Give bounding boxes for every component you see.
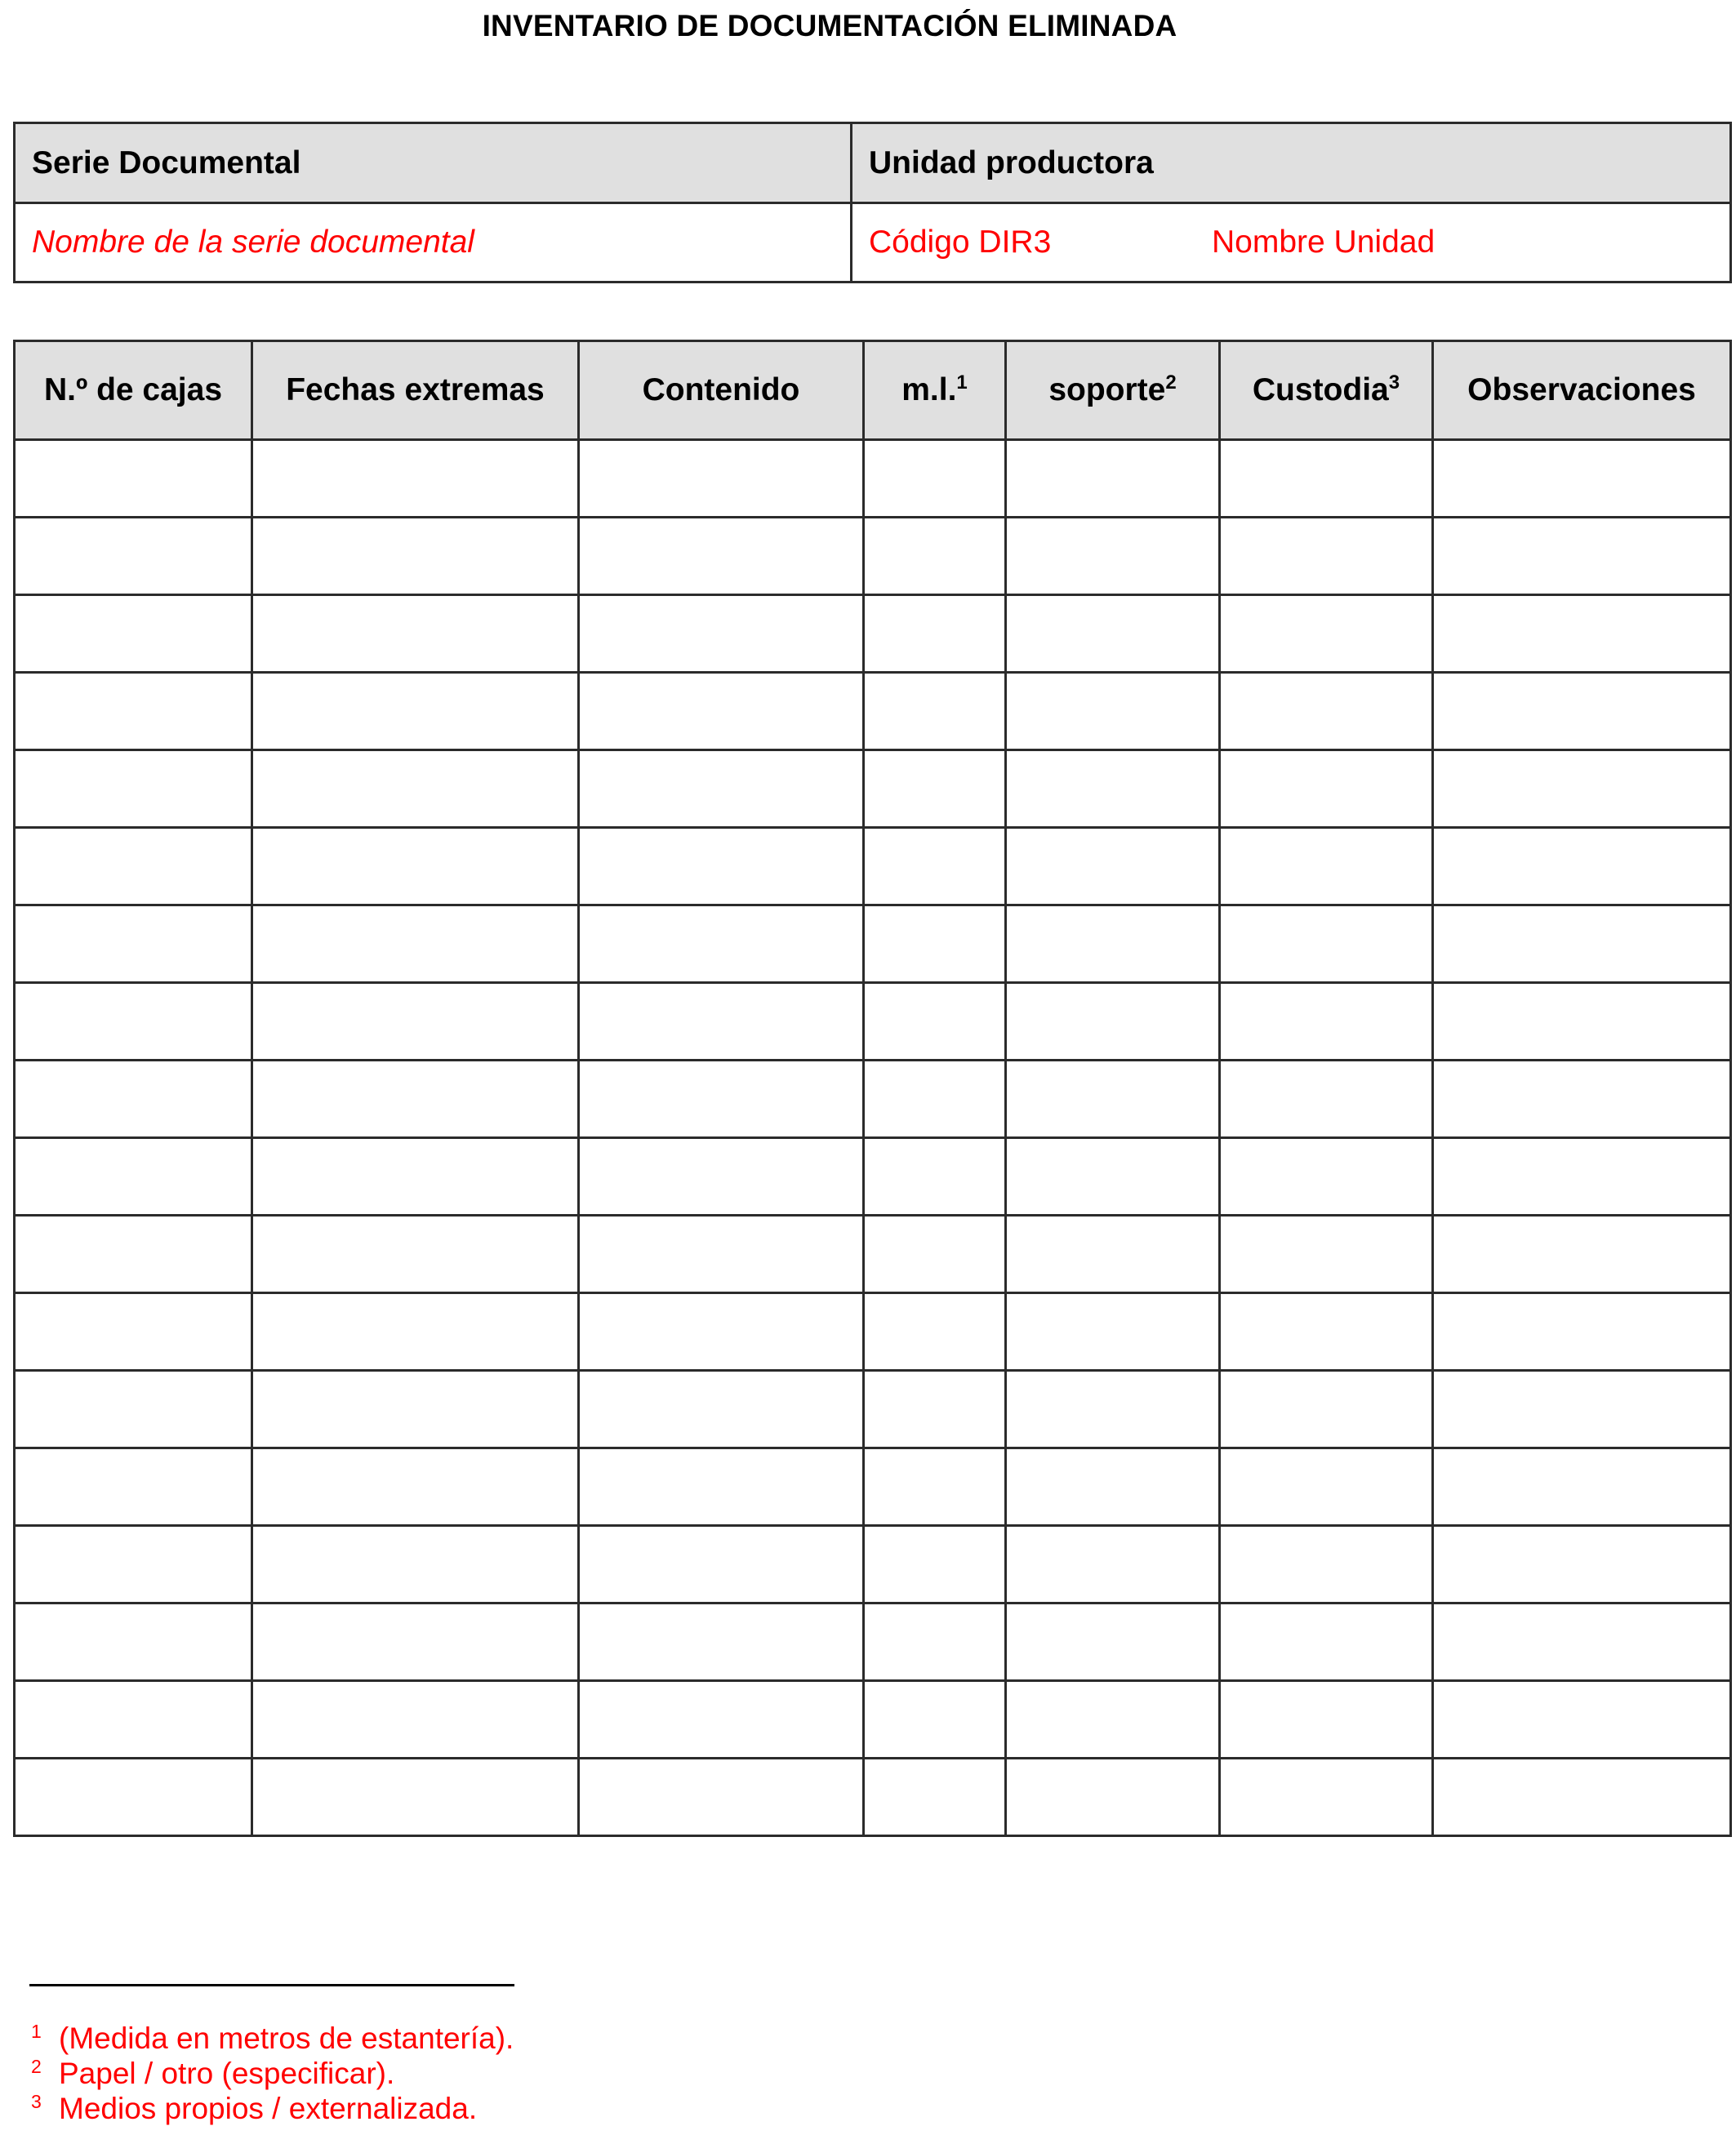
footnote-1: $^1$ (Medida en metros de estantería). <box>31 2020 514 2055</box>
column-header-label: Contenido <box>642 372 800 407</box>
table-cell[interactable] <box>1433 1061 1731 1138</box>
table-cell[interactable] <box>15 1526 252 1603</box>
table-cell[interactable] <box>252 518 579 595</box>
table-cell[interactable] <box>1220 673 1433 750</box>
table-cell[interactable] <box>1220 1526 1433 1603</box>
table-cell[interactable] <box>15 595 252 673</box>
table-cell[interactable] <box>579 983 864 1061</box>
footnote-3: $^3$ Medios propios / externalizada. <box>31 2090 478 2125</box>
table-cell[interactable] <box>1006 595 1220 673</box>
table-cell[interactable] <box>1433 983 1731 1061</box>
table-cell[interactable] <box>252 828 579 905</box>
table-cell[interactable] <box>864 673 1006 750</box>
table-row <box>15 1371 1731 1448</box>
table-row <box>15 1138 1731 1216</box>
table-cell[interactable] <box>252 1138 579 1216</box>
table-row <box>15 440 1731 518</box>
info-header-row <box>15 123 1731 203</box>
table-cell[interactable] <box>579 1138 864 1216</box>
table-cell[interactable] <box>1433 673 1731 750</box>
table-cell[interactable] <box>579 518 864 595</box>
table-cell[interactable] <box>864 1681 1006 1759</box>
table-cell[interactable] <box>15 1061 252 1138</box>
table-cell[interactable] <box>1006 1138 1220 1216</box>
footnote-text: Papel / otro (especificar). <box>59 2057 395 2090</box>
table-row <box>15 1759 1731 1836</box>
column-header-label: N.º de cajas <box>43 372 223 407</box>
table-cell[interactable] <box>252 1061 579 1138</box>
table-cell[interactable] <box>1433 1293 1731 1371</box>
table-cell[interactable] <box>864 1293 1006 1371</box>
table-cell[interactable] <box>1433 1759 1731 1836</box>
footnote-2: $^2$ Papel / otro (especificar). <box>31 2055 395 2090</box>
table-cell[interactable] <box>252 673 579 750</box>
serie-documental-header: Serie Documental <box>15 123 852 203</box>
column-header-label: soporte <box>1048 372 1166 407</box>
table-cell[interactable] <box>1006 1603 1220 1681</box>
table-cell[interactable] <box>1433 1216 1731 1293</box>
table-cell[interactable] <box>1433 1448 1731 1526</box>
table-cell[interactable] <box>864 1448 1006 1526</box>
table-cell[interactable] <box>252 1526 579 1603</box>
table-cell[interactable] <box>1006 1759 1220 1836</box>
footnote-text: (Medida en metros de estantería). <box>59 2022 514 2055</box>
column-header-fechas <box>252 341 579 440</box>
table-cell[interactable] <box>864 1061 1006 1138</box>
table-row <box>15 1293 1731 1371</box>
table-cell[interactable] <box>1433 1371 1731 1448</box>
info-value-row <box>15 203 1731 282</box>
table-cell[interactable] <box>1433 905 1731 983</box>
table-cell[interactable] <box>1220 1293 1433 1371</box>
table-cell[interactable] <box>579 1681 864 1759</box>
table-cell[interactable] <box>864 1526 1006 1603</box>
table-cell[interactable] <box>1433 1681 1731 1759</box>
table-cell[interactable] <box>1220 1603 1433 1681</box>
table-cell[interactable] <box>252 1216 579 1293</box>
column-header-contenido <box>579 341 864 440</box>
table-cell[interactable] <box>1220 1681 1433 1759</box>
table-cell[interactable] <box>15 828 252 905</box>
table-row <box>15 1061 1731 1138</box>
table-cell[interactable] <box>15 1448 252 1526</box>
table-cell[interactable] <box>252 440 579 518</box>
footnote-ref[interactable]: 1 <box>956 371 968 394</box>
table-cell[interactable] <box>252 1371 579 1448</box>
table-cell[interactable] <box>1220 983 1433 1061</box>
table-row <box>15 828 1731 905</box>
table-cell[interactable] <box>252 595 579 673</box>
table-cell[interactable] <box>252 1759 579 1836</box>
table-cell[interactable] <box>1006 905 1220 983</box>
column-header-label: m.l. <box>901 372 957 407</box>
inventory-header-row <box>15 341 1731 440</box>
column-header-label: Custodia <box>1252 372 1389 407</box>
dir3-code-value: Código DIR3 <box>869 225 1052 260</box>
table-cell[interactable] <box>15 1216 252 1293</box>
table-cell[interactable] <box>15 1681 252 1759</box>
table-cell[interactable] <box>864 440 1006 518</box>
footnote-text: Medios propios / externalizada. <box>59 2092 478 2125</box>
table-cell[interactable] <box>1433 828 1731 905</box>
table-cell[interactable] <box>864 828 1006 905</box>
table-cell[interactable] <box>1006 983 1220 1061</box>
table-cell[interactable] <box>15 1371 252 1448</box>
table-cell[interactable] <box>864 750 1006 828</box>
table-cell[interactable] <box>579 595 864 673</box>
table-cell[interactable] <box>1006 1681 1220 1759</box>
table-cell[interactable] <box>1220 1759 1433 1836</box>
table-cell[interactable] <box>1220 518 1433 595</box>
table-cell[interactable] <box>1006 1526 1220 1603</box>
column-header-label: Fechas extremas <box>286 372 545 407</box>
info-table <box>13 122 1732 283</box>
table-cell[interactable] <box>1006 1216 1220 1293</box>
table-row <box>15 518 1731 595</box>
table-row <box>15 595 1731 673</box>
table-cell[interactable] <box>15 983 252 1061</box>
table-cell[interactable] <box>15 750 252 828</box>
table-row <box>15 1681 1731 1759</box>
column-header-ml <box>864 341 1006 440</box>
column-header-observaciones <box>1433 341 1731 440</box>
table-row <box>15 1216 1731 1293</box>
table-cell[interactable] <box>1220 905 1433 983</box>
table-cell[interactable] <box>1006 440 1220 518</box>
inventory-body <box>15 440 1731 1836</box>
table-cell[interactable] <box>579 673 864 750</box>
table-cell[interactable] <box>252 1293 579 1371</box>
table-cell[interactable] <box>1433 1138 1731 1216</box>
table-cell[interactable] <box>252 1448 579 1526</box>
table-cell[interactable] <box>864 595 1006 673</box>
table-cell[interactable] <box>579 1448 864 1526</box>
table-cell[interactable] <box>864 1371 1006 1448</box>
page-title: INVENTARIO DE DOCUMENTACIÓN ELIMINADA <box>482 9 1177 42</box>
table-cell[interactable] <box>1006 750 1220 828</box>
table-cell[interactable] <box>579 1216 864 1293</box>
table-cell[interactable] <box>1220 1061 1433 1138</box>
unidad-productora-cell[interactable] <box>852 203 1731 282</box>
footnote-ref[interactable]: 2 <box>1165 371 1177 394</box>
table-cell[interactable] <box>1433 440 1731 518</box>
table-cell[interactable] <box>1006 828 1220 905</box>
table-cell[interactable] <box>1006 1293 1220 1371</box>
table-cell[interactable] <box>15 905 252 983</box>
table-cell[interactable] <box>15 1603 252 1681</box>
table-cell[interactable] <box>864 1603 1006 1681</box>
table-cell[interactable] <box>15 673 252 750</box>
table-cell[interactable] <box>1220 440 1433 518</box>
table-cell[interactable] <box>15 1293 252 1371</box>
table-cell[interactable] <box>1220 828 1433 905</box>
table-cell[interactable] <box>579 750 864 828</box>
table-cell[interactable] <box>1006 518 1220 595</box>
table-cell[interactable] <box>15 518 252 595</box>
table-row <box>15 673 1731 750</box>
table-cell[interactable] <box>1006 1061 1220 1138</box>
table-cell[interactable] <box>15 1759 252 1836</box>
serie-documental-cell[interactable] <box>15 203 852 282</box>
table-cell[interactable] <box>1006 1448 1220 1526</box>
table-cell[interactable] <box>579 1603 864 1681</box>
table-cell[interactable] <box>864 1138 1006 1216</box>
footnote-ref[interactable]: 3 <box>1388 371 1400 394</box>
table-cell[interactable] <box>864 983 1006 1061</box>
table-cell[interactable] <box>1220 750 1433 828</box>
table-cell[interactable] <box>1433 1526 1731 1603</box>
table-cell[interactable] <box>864 905 1006 983</box>
serie-documental-value: Nombre de la serie documental <box>32 225 474 260</box>
table-cell[interactable] <box>1220 1216 1433 1293</box>
column-header-soporte <box>1006 341 1220 440</box>
inventory-table <box>13 340 1732 1837</box>
table-cell[interactable] <box>1220 1138 1433 1216</box>
table-row <box>15 905 1731 983</box>
table-cell[interactable] <box>252 1681 579 1759</box>
table-cell[interactable] <box>1006 673 1220 750</box>
footnotes <box>31 2021 514 2126</box>
table-cell[interactable] <box>252 983 579 1061</box>
table-cell[interactable] <box>864 518 1006 595</box>
table-cell[interactable] <box>252 905 579 983</box>
table-row <box>15 750 1731 828</box>
table-cell[interactable] <box>579 1061 864 1138</box>
table-cell[interactable] <box>15 1138 252 1216</box>
table-cell[interactable] <box>579 828 864 905</box>
table-cell[interactable] <box>15 440 252 518</box>
unidad-productora-header: Unidad productora <box>852 123 1731 203</box>
table-cell[interactable] <box>1006 1371 1220 1448</box>
column-header-cajas <box>15 341 252 440</box>
table-cell[interactable] <box>1433 750 1731 828</box>
table-cell[interactable] <box>864 1759 1006 1836</box>
table-row <box>15 1603 1731 1681</box>
table-cell[interactable] <box>864 1216 1006 1293</box>
table-cell[interactable] <box>1433 1603 1731 1681</box>
table-cell[interactable] <box>1220 1371 1433 1448</box>
column-header-label: Observaciones <box>1467 372 1696 407</box>
table-cell[interactable] <box>1433 518 1731 595</box>
table-cell[interactable] <box>579 1759 864 1836</box>
unit-name-value: Nombre Unidad <box>1212 225 1436 260</box>
table-cell[interactable] <box>579 1526 864 1603</box>
table-cell[interactable] <box>1220 1448 1433 1526</box>
table-cell[interactable] <box>1433 595 1731 673</box>
table-cell[interactable] <box>579 1293 864 1371</box>
table-cell[interactable] <box>579 1371 864 1448</box>
table-row <box>15 1448 1731 1526</box>
column-header-custodia <box>1220 341 1433 440</box>
table-row <box>15 983 1731 1061</box>
table-cell[interactable] <box>252 750 579 828</box>
table-cell[interactable] <box>252 1603 579 1681</box>
table-cell[interactable] <box>579 440 864 518</box>
table-row <box>15 1526 1731 1603</box>
table-cell[interactable] <box>579 905 864 983</box>
footnote-separator <box>29 1984 514 1986</box>
table-cell[interactable] <box>1220 595 1433 673</box>
